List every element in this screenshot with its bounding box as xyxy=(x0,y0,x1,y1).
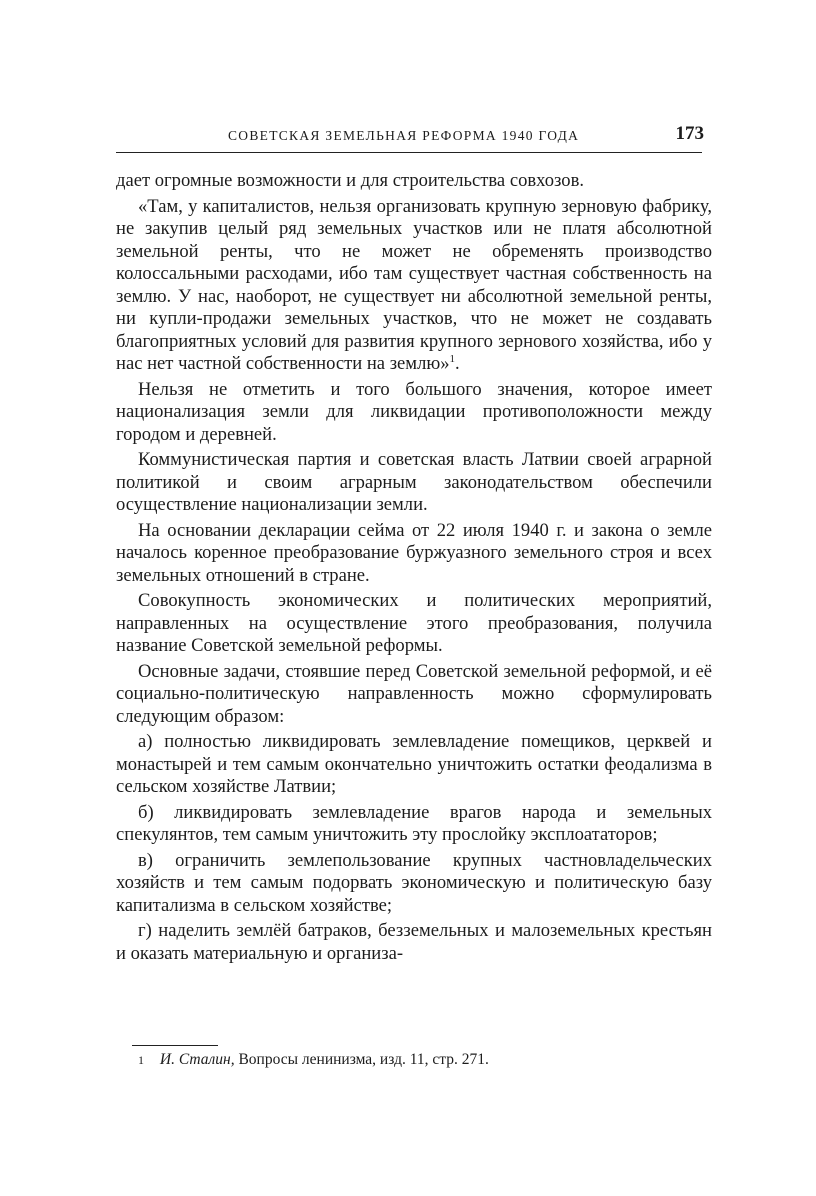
list-item-a: а) полностью ликвидировать землевладение помещиков, церквей и монастырей и тем самым окончательно уничтожить остатки феодализма в сельском хозяйстве Латвии; xyxy=(116,731,712,797)
paragraph: Основные задачи, стоявшие перед Советской земельной реформой, и её социально-политическую направленность можно сформулировать следующим образом: xyxy=(116,660,712,727)
main-text xyxy=(116,170,712,968)
running-title: СОВЕТСКАЯ ЗЕМЕЛЬНАЯ РЕФОРМА 1940 ГОДА xyxy=(228,128,580,143)
page-number: 173 xyxy=(675,123,704,144)
footnote-reference[interactable]: 1 xyxy=(449,353,456,365)
running-header xyxy=(116,123,704,152)
paragraph: На основании декларации сейма от 22 июля 1940 г. и закона о земле началось коренное преобразование буржуазного земельного строя и всех земельных отношений в стране. xyxy=(116,519,712,586)
header-rule xyxy=(116,152,702,153)
paragraph: Коммунистическая партия и советская власть Латвии своей аграрной политикой и своим аграрным законодательством обеспечили осуществление национализации земли. xyxy=(116,449,712,515)
paragraph: Нельзя не отметить и того большого значения, которое имеет национализация земли для ликвидации противоположности между городом и деревней. xyxy=(116,378,712,445)
quote-end-period: . xyxy=(455,353,460,374)
list-item-d: г) наделить землёй батраков, безземельных и малоземельных крестьян и оказать материальную и организа- xyxy=(116,920,712,964)
list-item-c: в) ограничить землепользование крупных частновладельческих хозяйств и тем самым подорвать экономическую и политическую базу капитализма в сельском хозяйстве; xyxy=(116,849,712,916)
footnote-rule xyxy=(132,1045,218,1046)
list-item-b: б) ликвидировать землевладение врагов народа и земельных спекулянтов, тем самым уничтожить эту прослойку эксплоататоров; xyxy=(116,801,712,845)
stalin-quote-text: «Там, у капиталистов, нельзя организовать крупную зерновую фабрику, не закупив целый ряд земельных участков или не платя абсолютной земельной ренты, что не может не обременять производство колоссальными расходами, ибо там существует частная собственность на землю. У нас, наоборот, не существует ни абсолютной земельной ренты, ни купли-продажи земельных участков, что не может не создавать благоприятных условий для развития крупного зернового хозяйства, ибо у нас нет частной собственности на землю» xyxy=(116,195,712,374)
stalin-quote-paragraph xyxy=(116,196,712,376)
footnote-mark: 1 xyxy=(138,1053,144,1067)
footnote-author: И. Сталин, xyxy=(159,1051,235,1068)
paragraph: Совокупность экономических и политических мероприятий, направленных на осуществление этого преобразования, получила название Советской земельной реформы. xyxy=(116,590,712,656)
paragraph-continuation: дает огромные возможности и для строительства совхозов. xyxy=(116,170,584,191)
footnote-text: Вопросы ленинизма, изд. 11, стр. 271. xyxy=(238,1051,489,1068)
footnote xyxy=(138,1050,489,1070)
